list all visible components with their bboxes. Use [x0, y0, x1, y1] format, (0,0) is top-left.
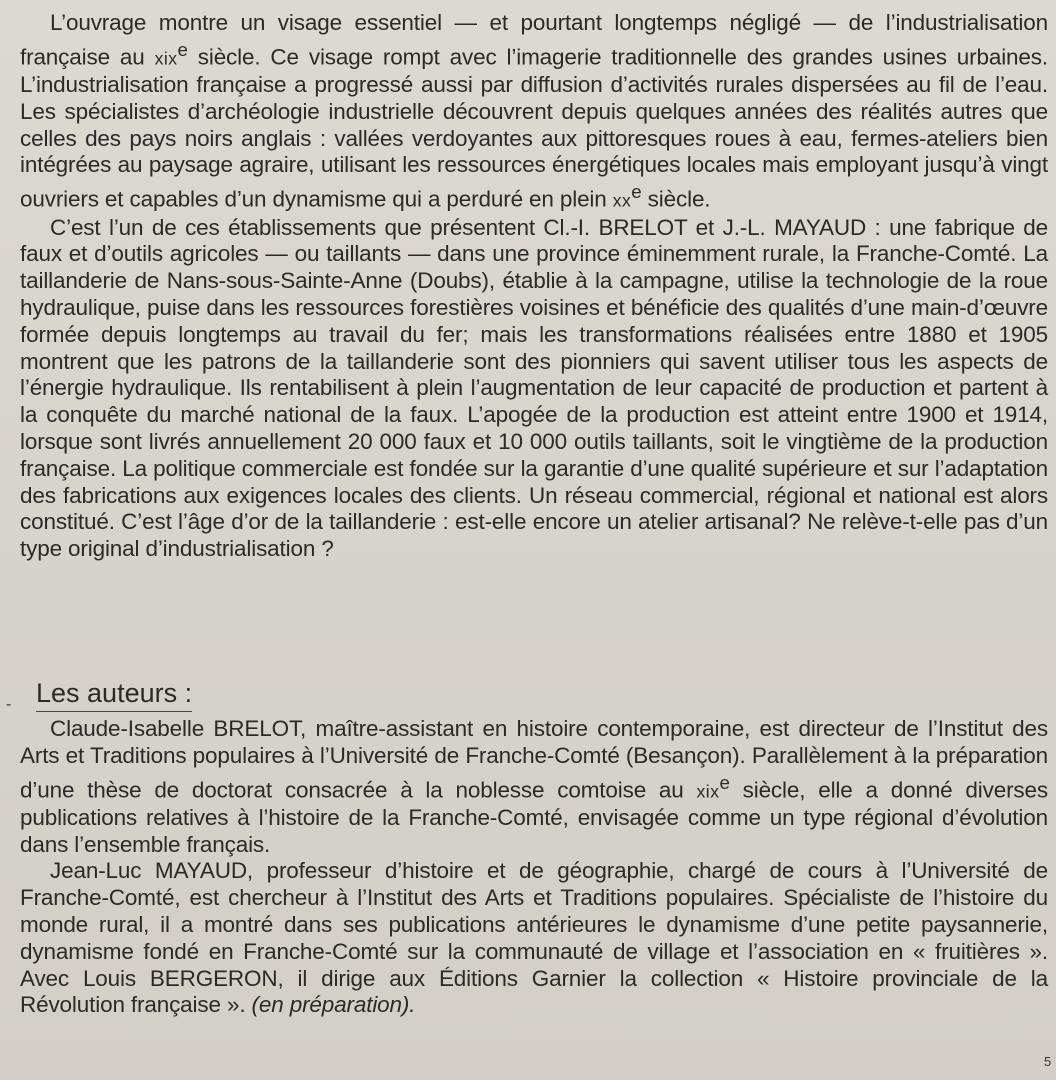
author-brelot-paragraph: Claude-Isabelle BRELOT, maître-assistant en histoire contemporaine, est directeur de l’Institut des Arts et Traditions populaires à l’Université de Franche-Comté (Besançon). Parallèlement à la préparation d’une thèse de doctorat consacrée à la noblesse comtoise au xix$^e$ siècle, elle a donné diverses publications relatives à l’histoire de la Franche-Comté, envisagée comme un type régional d’évolution dans l’ensemble français. [20, 716, 1048, 857]
intro-section [20, 10, 1048, 563]
authors-heading: Les auteurs : [36, 676, 192, 712]
author-mayaud-paragraph: Jean-Luc MAYAUD, professeur d’histoire et de géographie, chargé de cours à l’Université de Franche-Comté, est chercheur à l’Institut des Arts et Traditions populaires. Spécialiste de l’histoire du monde rural, il a montré dans ses publications antérieures le dynamisme d’une petite paysannerie, dynamisme fondé en Franche-Comté sur la communauté de village et l’association en « fruitières ». Avec Louis BERGERON, il dirige aux Éditions Garnier la collection « Histoire provinciale de la Révolution française ». (en préparation). [20, 858, 1048, 1018]
intro-paragraph-2: C’est l’un de ces établissements que présentent Cl.-I. BRELOT et J.-L. MAYAUD : une fabrique de faux et d’outils agricoles — ou taillants — dans une province éminemment rurale, la Franche-Comté. La taillanderie de Nans-sous-Sainte-Anne (Doubs), établie à la campagne, utilise la technologie de la roue hydraulique, puise dans les ressources forestières voisines et bénéficie des qualités d’une main-d’œuvre formée depuis longtemps au travail du fer; mais les transformations réalisées entre 1880 et 1905 montrent que les patrons de la taillanderie sont des pionniers qui savent utiliser tous les aspects de l’énergie hydraulique. Ils rentabilisent à plein l’augmentation de leur capacité de production et partent à la conquête du marché national de la faux. L’apogée de la production est atteint entre 1900 et 1914, lorsque sont livrés annuellement 20 000 faux et 10 000 outils taillants, soit le vingtième de la production française. La politique commerciale est fondée sur la garantie d’une qualité supérieure et sur l’adaptation des fabrications aux exigences locales des clients. Un réseau commercial, régional et national est alors constitué. C’est l’âge d’or de la taillanderie : est-elle encore un atelier artisanal? Ne relève-t-elle pas d’un type original d’industrialisation ? [20, 214, 1048, 562]
intro-paragraph-1: L’ouvrage montre un visage essentiel — et pourtant longtemps négligé — de l’industrialisation française au xix$^e$ siècle. Ce visage rompt avec l’imagerie traditionnelle des grandes usines urbaines. L’industrialisation française a progressé aussi par diffusion d’activités rurales dispersées au fil de l’eau. Les spécialistes d’archéologie industrielle découvrent depuis quelques années des réalités autres que celles des pays noirs anglais : vallées verdoyantes aux pittoresques roues à eau, fermes-ateliers bien intégrées au paysage agraire, utilisant les ressources énergétiques locales mais employant jusqu’à vingt ouvriers et capables d’un dynamisme qui a perduré en plein $xx^e$ siècle. [20, 10, 1048, 212]
authors-section [20, 716, 1048, 1019]
margin-tick-mark: - [6, 696, 12, 713]
page-edge-number: 5 [1044, 1054, 1052, 1069]
